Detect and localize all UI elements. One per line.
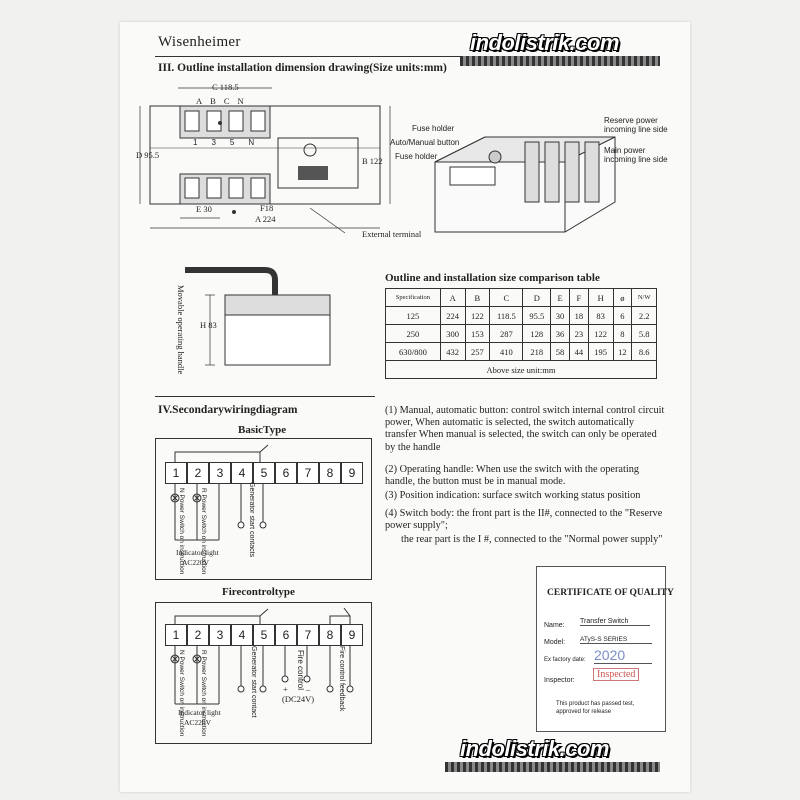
dim-a: A 224 <box>255 214 276 224</box>
terminal-5: 5 <box>253 624 275 646</box>
column-header: E <box>551 289 570 307</box>
column-header: N/W <box>632 289 657 307</box>
terminal-3: 3 <box>209 462 231 484</box>
terminal-9: 9 <box>341 624 363 646</box>
note-2: (2) Operating handle: When use the switch with the operating handle, the button must be in manual mode. <box>385 464 640 488</box>
table-cell: 6 <box>613 307 632 325</box>
certificate-footer: This product has passed test, approved for release <box>556 701 635 715</box>
table-cell: 128 <box>523 325 551 343</box>
phase-sub-row <box>193 138 268 147</box>
fire-control-feedback-label: Fire control feedback <box>338 646 345 712</box>
phase-label: A <box>196 96 211 106</box>
table-cell: 118.5 <box>490 307 523 325</box>
terminal-7: 7 <box>297 462 319 484</box>
table-cell: 23 <box>569 325 588 343</box>
main-power-label: Main power incoming line side <box>604 146 668 164</box>
terminal-4: 4 <box>231 624 253 646</box>
n-power-instruction: N Power Switch on instruction <box>178 488 185 575</box>
certificate-model-label: Model: <box>544 639 566 646</box>
table-cell: 432 <box>440 343 465 361</box>
phase-sub-label: 3 <box>211 138 230 147</box>
table-cell: 5.8 <box>632 325 657 343</box>
table-cell: 12 <box>613 343 632 361</box>
table-cell: 125 <box>386 307 441 325</box>
table-cell: 224 <box>440 307 465 325</box>
plus-sign: + <box>283 684 288 694</box>
column-header: B <box>465 289 490 307</box>
n-power-instruction: N Power Switch on instruction <box>178 650 185 737</box>
indicator-light-label: Indicator light <box>178 708 221 717</box>
terminal-1: 1 <box>165 462 187 484</box>
auto-manual-label: Auto/Manual button <box>390 138 460 147</box>
dim-f: F18 <box>260 203 274 213</box>
logo-tread-top <box>460 56 660 66</box>
ac220v-label: AC220V <box>184 718 212 727</box>
r-power-instruction: R Power Switch on instruction <box>200 650 207 737</box>
certificate-name-value: Transfer Switch <box>580 618 650 626</box>
table-footer-row <box>386 361 657 379</box>
terminal-8: 8 <box>319 462 341 484</box>
table-cell: 44 <box>569 343 588 361</box>
table-row <box>386 325 657 343</box>
note-3: (3) Position indication: surface switch working status position <box>385 490 641 501</box>
phase-label: N <box>237 96 252 106</box>
table-cell: 153 <box>465 325 490 343</box>
terminal-5: 5 <box>253 462 275 484</box>
terminal-6: 6 <box>275 624 297 646</box>
dim-d: D 95.5 <box>136 150 160 160</box>
generator-start-contact: Generator start contact <box>250 646 257 718</box>
table-cell: 122 <box>588 325 613 343</box>
generator-start-contacts: Generator start contacts <box>248 482 255 558</box>
table-cell: 287 <box>490 325 523 343</box>
phase-sub-label: 5 <box>229 138 249 147</box>
phase-sub-label: 1 <box>193 138 212 147</box>
watermark-logo-bottom: indolistrik.com <box>460 736 609 761</box>
phase-label: C <box>223 96 238 106</box>
dim-e: E 30 <box>196 204 212 214</box>
side-view-drawing <box>165 255 340 375</box>
column-header: D <box>523 289 551 307</box>
section-3-title: III. Outline installation dimension drawing(Size units:mm) <box>158 62 447 74</box>
phase-label: B <box>210 96 224 106</box>
fuse-holder-label-2: Fuse holder <box>395 152 438 161</box>
dim-h: H 83 <box>200 320 217 330</box>
table-cell: 257 <box>465 343 490 361</box>
table-header-row <box>386 289 657 307</box>
size-table <box>385 288 657 379</box>
section-4-title: IV.Secondarywiringdiagram <box>158 404 298 416</box>
dc24v-label: (DC24V) <box>282 694 315 704</box>
external-terminal-label: External terminal <box>362 229 422 239</box>
table-cell: 83 <box>588 307 613 325</box>
inspected-stamp: Inspected <box>593 668 639 681</box>
ac220v-label: AC220V <box>182 558 210 567</box>
note-1: (1) Manual, automatic button: control switch internal control circuit power, When automatic is selected, the switch automatically transfer When manual is selected, the switch can only be operated by the handle <box>385 405 665 453</box>
indicator-light-label: Indicator light <box>176 548 219 557</box>
terminal-8: 8 <box>319 624 341 646</box>
basic-type-title: BasicType <box>238 424 287 436</box>
brand-name: Wisenheimer <box>158 34 241 50</box>
column-header: C <box>490 289 523 307</box>
terminal-1: 1 <box>165 624 187 646</box>
certificate-date-value: 2020 <box>594 647 652 664</box>
table-cell: 95.5 <box>523 307 551 325</box>
fuse-holder-label: Fuse holder <box>412 124 455 133</box>
table-row <box>386 343 657 361</box>
table-cell: 36 <box>551 325 570 343</box>
table-cell: 8 <box>613 325 632 343</box>
certificate-inspector-label: Inspector: <box>544 677 575 684</box>
r-power-instruction: R Power Switch on instruction <box>200 488 207 575</box>
terminal-9: 9 <box>341 462 363 484</box>
terminal-4: 4 <box>231 462 253 484</box>
section-4-rule <box>155 396 375 397</box>
certificate-model-value: ATyS-S SERIES <box>580 636 652 644</box>
watermark-logo-top: indolistrik.com <box>470 30 619 55</box>
phase-row <box>196 96 252 106</box>
table-footer: Above size unit:mm <box>386 361 657 379</box>
table-cell: 195 <box>588 343 613 361</box>
table-cell: 58 <box>551 343 570 361</box>
terminal-2: 2 <box>187 624 209 646</box>
note-4b: the rear part is the I #, connected to the "Normal power supply" <box>401 534 663 545</box>
note-4a: (4) Switch body: the front part is the II#, connected to the "Reserve power supply"; <box>385 508 663 532</box>
column-header: ø <box>613 289 632 307</box>
dim-c: C 118.5 <box>212 82 239 92</box>
fire-type-title: Firecontroltype <box>222 586 295 598</box>
column-header: Specification <box>386 289 441 307</box>
terminal-2: 2 <box>187 462 209 484</box>
phase-sub-label: N <box>248 138 269 147</box>
column-header: A <box>440 289 465 307</box>
table-cell: 250 <box>386 325 441 343</box>
table-cell: 2.2 <box>632 307 657 325</box>
column-header: H <box>588 289 613 307</box>
basic-wiring-lines <box>160 440 370 545</box>
column-header: F <box>569 289 588 307</box>
isometric-drawing <box>425 112 625 247</box>
fire-control-label: Fire control <box>296 650 305 691</box>
reserve-power-label: Reserve power incoming line side <box>604 116 668 134</box>
table-cell: 8.6 <box>632 343 657 361</box>
table-cell: 122 <box>465 307 490 325</box>
table-cell: 218 <box>523 343 551 361</box>
table-cell: 300 <box>440 325 465 343</box>
terminal-7: 7 <box>297 624 319 646</box>
certificate-name-label: Name: <box>544 622 565 629</box>
logo-tread-bottom <box>445 762 660 772</box>
minus-sign: – <box>306 684 311 694</box>
size-table-title: Outline and installation size comparison table <box>385 272 600 284</box>
terminal-3: 3 <box>209 624 231 646</box>
movable-handle-label: Movable operating handle <box>176 285 186 375</box>
table-cell: 630/800 <box>386 343 441 361</box>
terminal-6: 6 <box>275 462 297 484</box>
table-cell: 30 <box>551 307 570 325</box>
certificate-title: CERTIFICATE OF QUALITY <box>547 588 674 598</box>
dim-b: B 122 <box>362 156 383 166</box>
table-cell: 18 <box>569 307 588 325</box>
table-row <box>386 307 657 325</box>
table-cell: 410 <box>490 343 523 361</box>
certificate-date-label: Ex factory date: <box>544 657 586 663</box>
